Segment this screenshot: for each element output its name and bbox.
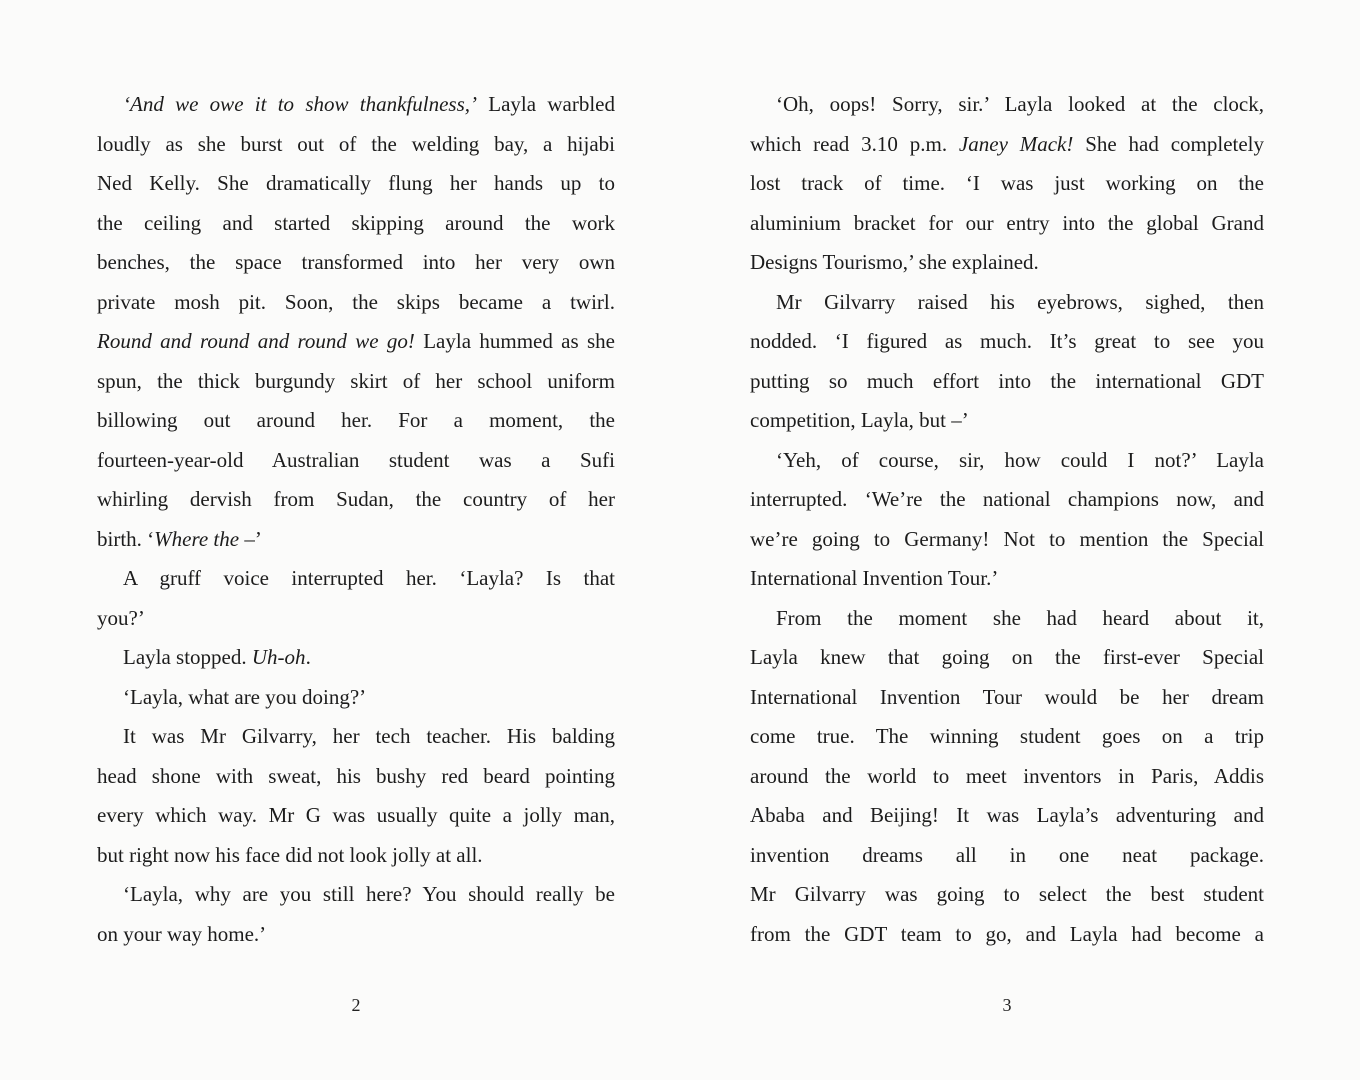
text-line: [97, 520, 615, 560]
text-segment: Layla knew that going on the first-ever Special: [750, 645, 1264, 669]
text-line: [750, 717, 1264, 757]
text-line: [750, 599, 1264, 639]
text-segment: whirling dervish from Sudan, the country of her: [97, 487, 615, 511]
text-line: [97, 559, 615, 599]
text-segment: around the world to meet inventors in Paris, Addis: [750, 763, 1264, 788]
text-segment: lost track of time. ‘I was just working on the: [750, 171, 1264, 195]
text-segment: from the GDT team to go, and Layla had become a: [750, 921, 1264, 946]
text-line: [97, 757, 615, 797]
italic-text-segment: Where the –: [154, 526, 255, 551]
italic-text-segment: Uh-oh: [251, 645, 306, 669]
text-line: [97, 915, 615, 955]
text-line: [750, 678, 1264, 718]
text-line: [97, 164, 615, 204]
text-segment: nodded. ‘I figured as much. It’s great to see you: [750, 329, 1264, 353]
text-line: [97, 85, 615, 125]
text-segment: aluminium bracket for our entry into the global Grand: [750, 210, 1264, 235]
text-segment: spun, the thick burgundy skirt of her school uniform: [97, 368, 615, 393]
text-segment: Ned Kelly. She dramatically flung her hands up to: [97, 171, 615, 195]
text-segment: the ceiling and started skipping around the work: [97, 210, 615, 235]
text-line: [750, 164, 1264, 204]
text-line: [97, 362, 615, 402]
text-segment: on your way home.’: [97, 921, 267, 946]
text-segment: ‘Layla, why are you still here? You should really be: [123, 882, 615, 906]
text-segment: private mosh pit. Soon, the skips became a twirl.: [97, 289, 615, 314]
text-segment: benches, the space transformed into her very own: [97, 250, 615, 274]
text-line: [750, 283, 1264, 323]
right-page-text-block: [750, 85, 1264, 954]
text-segment: billowing out around her. For a moment, the: [97, 408, 615, 432]
text-line: [750, 875, 1264, 915]
text-segment: loudly as she burst out of the welding bay, a hijabi: [97, 131, 615, 156]
text-line: [97, 441, 615, 481]
text-line: [750, 322, 1264, 362]
text-line: [750, 204, 1264, 244]
text-segment: come true. The winning student goes on a trip: [750, 724, 1264, 748]
italic-text-segment: Janey Mack!: [958, 131, 1074, 156]
italic-text-segment: ‘And we owe it to show thankfulness,’: [123, 92, 477, 116]
text-segment: International Invention Tour would be her dream: [750, 684, 1264, 709]
text-line: [750, 362, 1264, 402]
text-line: [750, 441, 1264, 481]
text-line: [97, 717, 615, 757]
left-page-text-block: [97, 85, 615, 954]
text-segment: putting so much effort into the international GDT: [750, 368, 1264, 393]
text-line: [97, 204, 615, 244]
text-segment: fourteen-year-old Australian student was a Sufi: [97, 447, 615, 472]
text-segment: Layla warbled: [477, 92, 615, 116]
text-segment: ’: [254, 526, 262, 551]
text-segment: head shone with sweat, his bushy red beard pointing: [97, 763, 615, 788]
text-line: [750, 401, 1264, 441]
text-segment: .: [305, 645, 311, 669]
text-line: [97, 283, 615, 323]
text-segment: ‘Yeh, of course, sir, how could I not?’ Layla: [776, 447, 1264, 472]
text-line: [97, 678, 615, 718]
text-segment: Mr Gilvarry raised his eyebrows, sighed, then: [776, 289, 1264, 314]
text-segment: A gruff voice interrupted her. ‘Layla? Is that: [123, 566, 615, 590]
text-segment: Designs Tourismo,’ she explained.: [750, 250, 1039, 274]
italic-text-segment: Round and round and round we go!: [97, 329, 415, 353]
text-line: [97, 796, 615, 836]
text-segment: Layla hummed as she: [414, 329, 615, 353]
text-line: [750, 85, 1264, 125]
text-line: [750, 125, 1264, 165]
text-segment: invention dreams all in one neat package.: [750, 842, 1264, 867]
text-segment: ‘Oh, oops! Sorry, sir.’ Layla looked at the clock,: [776, 92, 1264, 116]
text-segment: She had completely: [1073, 131, 1264, 156]
text-line: [750, 638, 1264, 678]
text-line: [750, 243, 1264, 283]
text-segment: From the moment she had heard about it,: [776, 605, 1264, 630]
text-segment: interrupted. ‘We’re the national champions now, and: [750, 487, 1264, 511]
text-line: [750, 796, 1264, 836]
text-line: [750, 559, 1264, 599]
text-line: [97, 875, 615, 915]
text-line: [750, 480, 1264, 520]
text-line: [97, 322, 615, 362]
text-segment: competition, Layla, but –’: [750, 408, 969, 432]
text-line: [750, 520, 1264, 560]
text-segment: It was Mr Gilvarry, her tech teacher. His balding: [123, 724, 615, 748]
text-line: [97, 836, 615, 876]
text-segment: but right now his face did not look jolly at all.: [97, 842, 483, 867]
text-segment: which read 3.10 p.m.: [750, 131, 959, 156]
text-segment: you?’: [97, 605, 145, 630]
text-line: [750, 836, 1264, 876]
page-number-right: 3: [1002, 995, 1012, 1015]
text-segment: Layla stopped.: [123, 645, 252, 669]
text-segment: we’re going to Germany! Not to mention the Special: [750, 526, 1264, 551]
text-segment: Mr Gilvarry was going to select the best student: [750, 882, 1264, 906]
page-number-left: 2: [351, 995, 361, 1015]
text-line: [97, 125, 615, 165]
text-segment: Ababa and Beijing! It was Layla’s adventuring and: [750, 803, 1264, 827]
text-segment: International Invention Tour.’: [750, 566, 999, 590]
text-line: [750, 757, 1264, 797]
text-segment: every which way. Mr G was usually quite a jolly man,: [97, 803, 615, 827]
text-segment: ‘Layla, what are you doing?’: [123, 684, 367, 709]
text-line: [97, 243, 615, 283]
text-line: [97, 599, 615, 639]
text-line: [750, 915, 1264, 955]
text-line: [97, 401, 615, 441]
text-line: [97, 638, 615, 678]
text-segment: birth. ‘: [97, 526, 155, 551]
text-line: [97, 480, 615, 520]
